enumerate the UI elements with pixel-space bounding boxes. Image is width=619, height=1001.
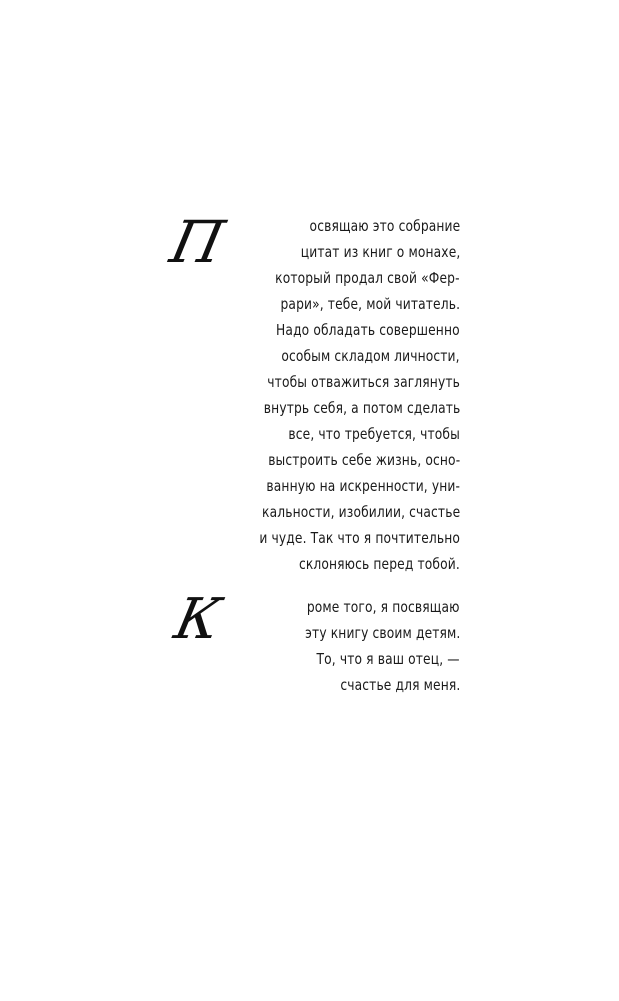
text-line: кальности, изобилии, счастье [261, 503, 460, 521]
text-line: внутрь себя, а потом сделать [263, 399, 460, 417]
text-line: счастье для меня. [339, 676, 460, 694]
text-line: склоняюсь перед тобой. [299, 555, 460, 573]
text-line: рари», тебе, мой читатель. [280, 295, 460, 313]
text-line: особым складом личности, [281, 347, 460, 365]
text-line: эту книгу своим детям. [304, 624, 460, 642]
text-line: выстроить себе жизнь, осно- [267, 451, 460, 469]
text-line: чтобы отважиться заглянуть [267, 373, 460, 391]
text-line: освящаю это собрание [309, 217, 460, 235]
text-line: все, что требуется, чтобы [288, 425, 460, 443]
text-line: ванную на искренности, уни- [266, 477, 460, 495]
text-line: цитат из книг о монахе, [300, 243, 460, 261]
dropcap-letter-p: П [164, 208, 230, 276]
text-line: который продал свой «Фер- [275, 269, 460, 287]
text-line: роме того, я посвящаю [307, 598, 460, 616]
text-line: и чуде. Так что я почтительно [259, 529, 460, 547]
dropcap-letter-k: К [169, 587, 227, 652]
text-line: Надо обладать совершенно [276, 321, 460, 339]
text-line: То, что я ваш отец, — [316, 650, 460, 668]
